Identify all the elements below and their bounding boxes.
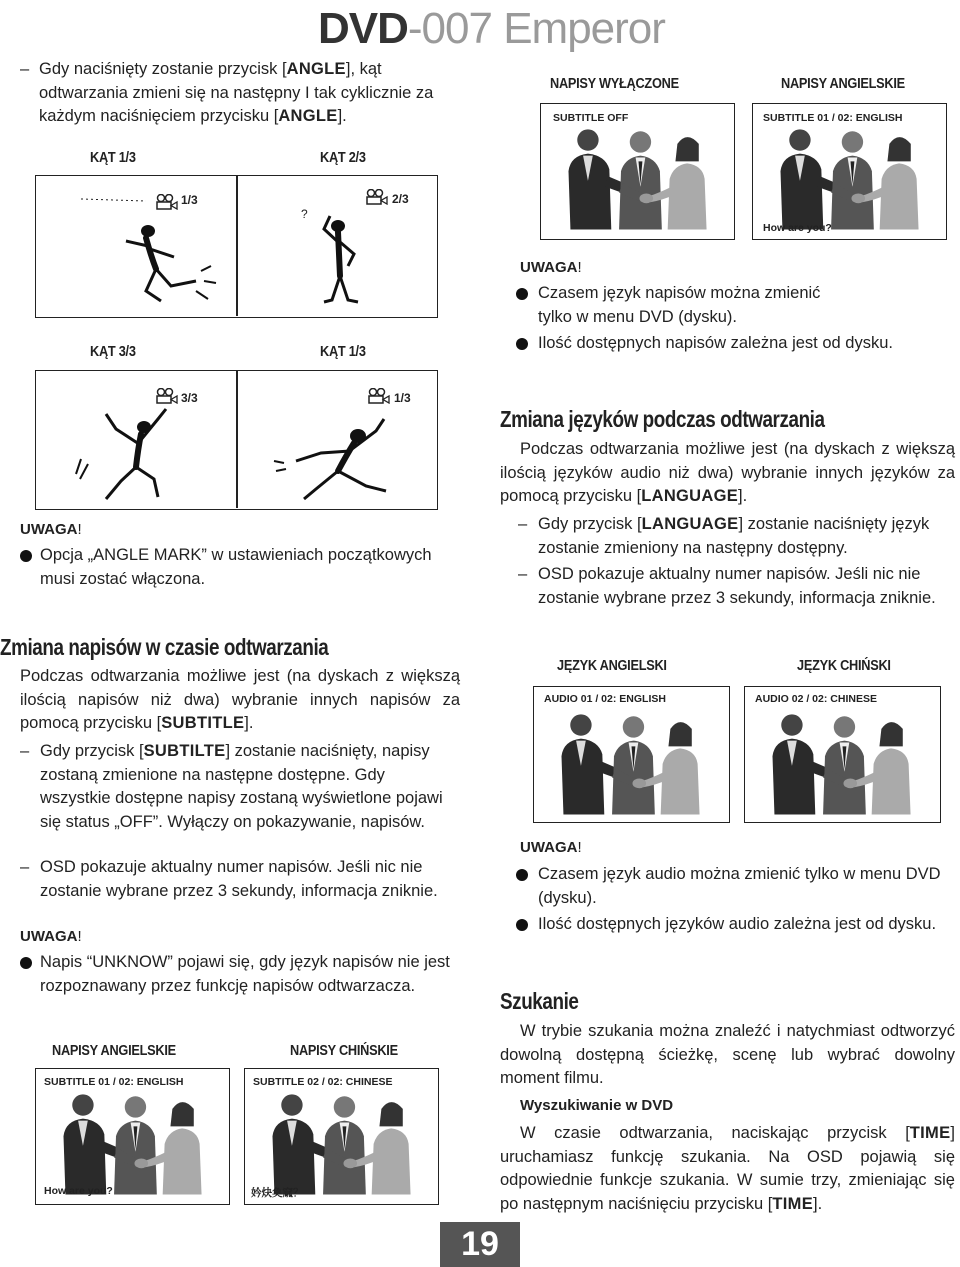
audio-note-1: Czasem język audio można zmienić tylko w menu DVD (dysku). (516, 863, 946, 910)
document-title: DVD-007 Emperor (318, 4, 665, 53)
audio-screen-chinese (744, 686, 941, 823)
stick-figure-running (76, 191, 226, 311)
angle-intro: – Gdy naciśnięty zostanie przycisk [ANGLE], kąt odtwarzania zmieni się na następny I tak cyklicznie za każdym naciśnięciem przycisku [ANGLE]. (20, 60, 434, 125)
note-label: UWAGA! (520, 259, 582, 276)
subtitle-note-2: Ilość dostępnych napisów zależna jest od dysku. (516, 332, 946, 356)
handshake-image (763, 122, 938, 230)
note-label: UWAGA! (520, 839, 582, 856)
audio-osd: AUDIO 01 / 02: ENGLISH (544, 693, 666, 705)
angle-screen-bottom (35, 370, 438, 510)
audio-caption-english: JĘZYK ANGIELSKI (557, 658, 667, 674)
stick-figure-falling (266, 391, 431, 503)
angle-screen-top (35, 175, 438, 318)
angle-caption-1: KĄT 1/3 (90, 150, 136, 166)
handshake-image (46, 1087, 221, 1195)
camera-icon (366, 189, 388, 205)
subtitle-caption-english: NAPISY ANGIELSKIE (52, 1043, 176, 1059)
subtitle-screen-english (35, 1068, 230, 1205)
stick-figure-jumping (66, 389, 216, 504)
page-number: 19 (440, 1222, 520, 1267)
handshake-image (255, 1087, 430, 1195)
audio-caption-chinese: JĘZYK CHIŃSKI (797, 658, 891, 674)
subtitle-text: How are you? (763, 222, 832, 234)
subtitle-caption-english-top: NAPISY ANGIELSKIE (781, 76, 905, 92)
angle-osd-2: 2/3 (392, 192, 409, 206)
subtitle-text: How are you? (44, 1185, 113, 1197)
subtitles-heading: Zmiana napisów w czasie odtwarzania (0, 634, 329, 660)
angle-caption-2: KĄT 2/3 (320, 150, 366, 166)
note-label: UWAGA! (20, 521, 82, 538)
subtitle-screen-english-top (752, 103, 947, 240)
subtitle-note-1: Czasem język napisów można zmienić tylko w menu DVD (dysku). (516, 282, 936, 329)
search-heading: Szukanie (500, 988, 579, 1014)
subtitle-caption-chinese: NAPISY CHIŃSKIE (290, 1043, 398, 1059)
search-intro: W trybie szukania można znaleźć i natychmiast odtworzyć dowolną dostępną ścieżkę, scenę lub wybrać dowolny moment filmu. (500, 1022, 955, 1087)
subtitle-osd: SUBTITLE OFF (553, 112, 629, 124)
audio-dash-2: – OSD pokazuje aktualny numer napisów. Jeśli nic nie zostanie wybrane przez 3 sekundy, informacja zniknie. (518, 565, 936, 607)
angle-osd-3: 3/3 (181, 391, 198, 405)
subtitles-intro: Podczas odtwarzania możliwe jest (na dyskach z większą ilością napisów niż dwa) wybranie innych napisów za pomocą przycisku [SUBTITLE]. (20, 667, 460, 732)
subtitle-caption-off: NAPISY WYŁĄCZONE (550, 76, 679, 92)
audio-heading: Zmiana języków podczas odtwarzania (500, 406, 825, 432)
subtitle-osd: SUBTITLE 01 / 02: ENGLISH (763, 112, 903, 124)
subtitle-screen-off (540, 103, 735, 240)
audio-intro: Podczas odtwarzania możliwe jest (na dyskach z większą ilością języków audio niż dwa) wybranie innych języków za pomocą przycisku [LANGUAGE]. (500, 440, 955, 505)
subtitles-dash-1: – Gdy przycisk [SUBTILTE] zostanie naciśnięty, napisy zostaną zmienione na następne dostępne. Gdy wszystkie dostępne napisy zostaną wyświetlone pojawi się status „OFF”. Wyłączy on pokazywanie, napisów. (20, 742, 443, 831)
angle-note: Opcja „ANGLE MARK” w ustawieniach początkowych musi zostać włączona. (20, 544, 450, 591)
angle-caption-3: KĄT 3/3 (90, 344, 136, 360)
subtitle-osd: SUBTITLE 01 / 02: ENGLISH (44, 1076, 184, 1088)
subtitle-text: 妗炔奐窳？ (251, 1187, 304, 1199)
subtitles-dash-2: – OSD pokazuje aktualny numer napisów. Jeśli nic nie zostanie wybrane przez 3 sekundy, informacja zniknie. (20, 858, 438, 900)
search-paragraph: W czasie odtwarzania, naciskając przycisk [TIME] uruchamiasz funkcję szukania. Na OSD pojawią się odpowiednie funkcje szukania. W sumie trzy, zmieniając się po następnym naciśnięciu przycisku [TIME]. (500, 1124, 955, 1213)
subtitles-unknown-note: Napis “UNKNOW” pojawi się, gdy język napisów nie jest rozpoznawany przez funkcję napisów odtwarzacza. (20, 951, 460, 998)
angle-caption-4: KĄT 1/3 (320, 344, 366, 360)
svg-text:?: ? (301, 207, 308, 221)
subtitle-screen-chinese (244, 1068, 439, 1205)
audio-dash-1: – Gdy przycisk [LANGUAGE] zostanie naciśnięty język zostanie zmieniony na następny dostępny. (518, 515, 930, 557)
stick-figure-thinking (296, 204, 396, 314)
audio-screen-english (533, 686, 730, 823)
handshake-image (551, 122, 726, 230)
audio-note-2: Ilość dostępnych języków audio zależna jest od dysku. (516, 913, 960, 937)
handshake-image (544, 707, 719, 815)
subtitle-osd: SUBTITLE 02 / 02: CHINESE (253, 1076, 393, 1088)
audio-osd: AUDIO 02 / 02: CHINESE (755, 693, 877, 705)
note-label: UWAGA! (20, 928, 82, 945)
search-subheading: Wyszukiwanie w DVD (520, 1097, 674, 1114)
angle-osd-1: 1/3 (181, 193, 198, 207)
angle-osd-4: 1/3 (394, 391, 411, 405)
handshake-image (755, 707, 930, 815)
